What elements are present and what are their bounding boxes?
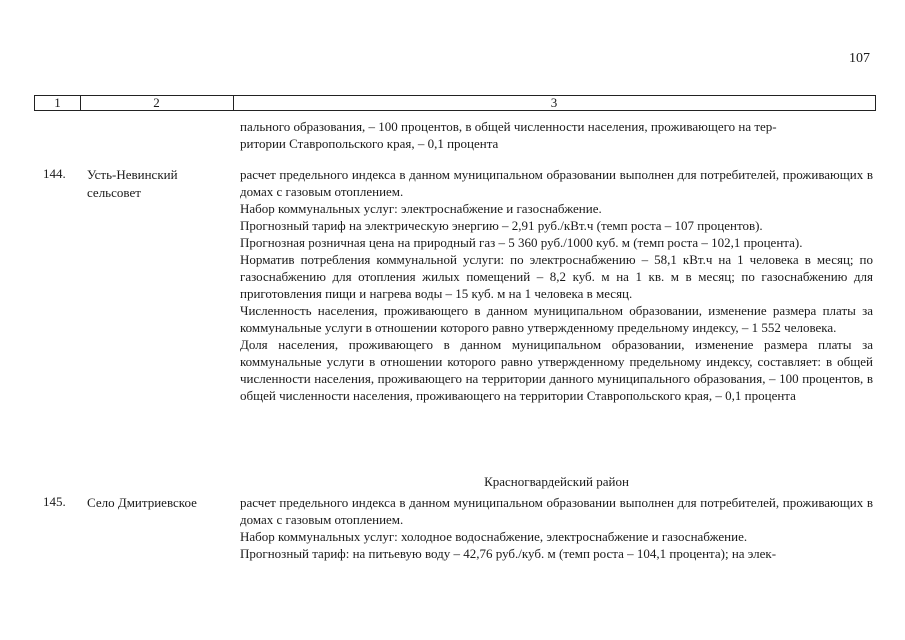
paragraph: Прогнозный тариф на электрическую энергию – 2,91 руб./кВт.ч (темп роста – 107 процентов). bbox=[240, 218, 763, 233]
continuation-line: ритории Ставропольского края, – 0,1 процента bbox=[240, 136, 499, 151]
entry-number: 145. bbox=[43, 494, 66, 509]
entry-name bbox=[87, 494, 232, 512]
paragraph: расчет предельного индекса в данном муниципальном образовании выполнен для потребителей, проживающих в домах с газовым отоплением. bbox=[240, 495, 873, 527]
entry-name-line: Усть-Невинский bbox=[87, 167, 178, 182]
paragraph: Прогнозный тариф: на питьевую воду – 42,76 руб./куб. м (темп роста – 104,1 процента); на элек- bbox=[240, 546, 777, 561]
entry-name-line: сельсовет bbox=[87, 185, 141, 200]
district-heading: Красногвардейский район bbox=[484, 474, 629, 489]
paragraph: Доля населения, проживающего в данном муниципальном образовании, изменение размера платы за коммунальные услуги в отношении которого равно утвержденному предельному индексу, составляет: в общей численности населения, проживающего на территории данного муниципального образования, – 100 процентов, в общей численности населения, проживающего на территории Ставропольского края, – 0,1 процента bbox=[240, 337, 873, 403]
entry-description bbox=[240, 494, 873, 562]
entry-name bbox=[87, 166, 232, 202]
paragraph: Набор коммунальных услуг: холодное водоснабжение, электроснабжение и газоснабжение. bbox=[240, 529, 748, 544]
header-col-3: 3 bbox=[550, 95, 558, 110]
paragraph: Численность населения, проживающего в данном муниципальном образовании, изменение размера платы за коммунальные услуги в отношении которого равно утвержденному предельному индексу, – 1 552 человека. bbox=[240, 303, 873, 335]
paragraph: расчет предельного индекса в данном муниципальном образовании выполнен для потребителей, проживающих в домах с газовым отоплением. bbox=[240, 167, 873, 199]
entry-description bbox=[240, 166, 873, 404]
entry-number: 144. bbox=[43, 166, 66, 181]
entry-name-line: Село Дмитриевское bbox=[87, 495, 197, 510]
header-col-2: 2 bbox=[80, 96, 234, 110]
header-col-1: 1 bbox=[35, 96, 81, 110]
table-header-row bbox=[34, 95, 876, 111]
paragraph: Норматив потребления коммунальной услуги: по электроснабжению – 58,1 кВт.ч на 1 человека в месяц; по газоснабжению для отопления жилых помещений – 8,2 куб. м на 1 кв. м в месяц; по газоснабжению для приготовления пищи и нагрева воды – 15 куб. м на 1 человека в месяц. bbox=[240, 252, 873, 301]
paragraph: Прогнозная розничная цена на природный газ – 5 360 руб./1000 куб. м (темп роста – 102,1 процента). bbox=[240, 235, 803, 250]
paragraph: Набор коммунальных услуг: электроснабжение и газоснабжение. bbox=[240, 201, 602, 216]
page-number: 107 bbox=[849, 51, 870, 66]
continuation-line: пального образования, – 100 процентов, в общей численности населения, проживающего на тер- bbox=[240, 119, 777, 134]
